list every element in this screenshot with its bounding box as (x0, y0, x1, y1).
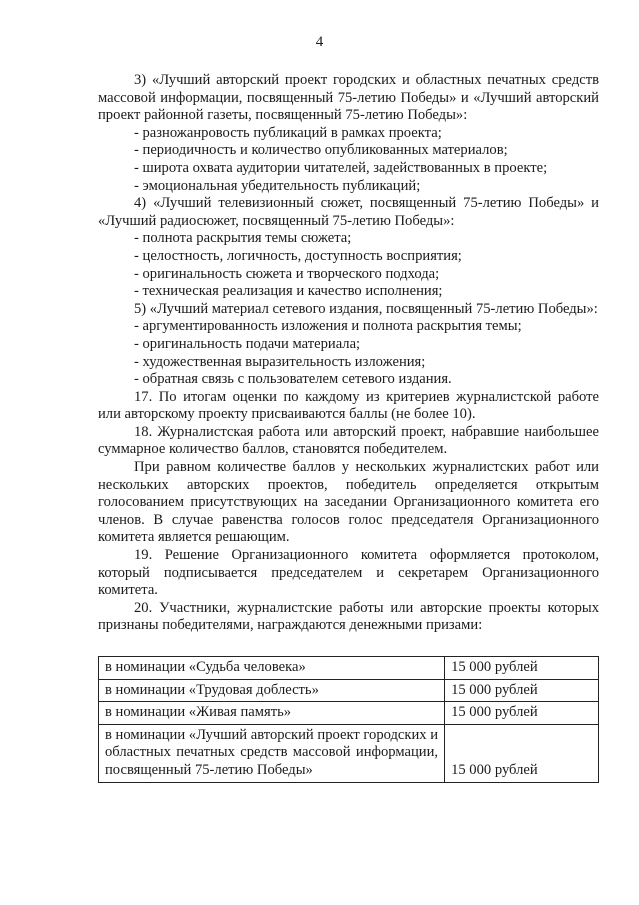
clause-18-tie-rule: При равном количестве баллов у нескольких журналистских работ или нескольких авторских проектов, победитель определяется открытым голосованием присутствующих на заседании Организационного комитета его членов. В случае равенства голосов голос председателя Организационного комитета является решающим. (98, 459, 599, 546)
table-row (99, 657, 599, 680)
criteria-4-item-3: - оригинальность сюжета и творческого подхода; (134, 265, 440, 282)
criteria-5-item-4: - обратная связь с пользователем сетевого издания. (134, 371, 452, 388)
criteria-5-heading: 5) «Лучший материал сетевого издания, посвященный 75-летию Победы»: (134, 300, 598, 317)
criteria-5-item-2: - оригинальность подачи материала; (134, 335, 361, 352)
clause-18: 18. Журналистская работа или авторский проект, набравшие наибольшее суммарное количество баллов, становятся победителем. (98, 423, 599, 458)
table-row (99, 724, 599, 782)
criteria-5-item-3: - художественная выразительность изложения; (134, 353, 426, 370)
prize-cell: 15 000 рублей (445, 724, 599, 782)
criteria-4-item-2: - целостность, логичность, доступность восприятия; (134, 247, 462, 264)
nomination-cell: в номинации «Лучший авторский проект городских и областных печатных средств массовой информации, посвященный 75-летию Победы» (99, 724, 445, 782)
criteria-4-heading: 4) «Лучший телевизионный сюжет, посвященный 75-летию Победы» и «Лучший радиосюжет, посвященный 75-летию Победы»: (98, 195, 599, 229)
criteria-5-item-1: - аргументированность изложения и полнота раскрытия темы; (134, 318, 522, 335)
body-text (98, 72, 599, 635)
page-number: 4 (315, 34, 324, 50)
criteria-4-item-4: - техническая реализация и качество исполнения; (134, 283, 443, 300)
prize-cell: 15 000 рублей (445, 702, 599, 725)
prizes-table (98, 656, 599, 783)
prize-cell: 15 000 рублей (445, 679, 599, 702)
criteria-3-item-2: - периодичность и количество опубликованных материалов; (134, 142, 508, 159)
criteria-4-item-1: - полнота раскрытия темы сюжета; (134, 230, 352, 247)
criteria-3-item-4: - эмоциональная убедительность публикаций; (134, 177, 421, 194)
clause-17: 17. По итогам оценки по каждому из критериев журналистской работе или авторскому проекту присваиваются баллы (не более 10). (98, 388, 599, 423)
table-row (99, 679, 599, 702)
prize-cell: 15 000 рублей (445, 657, 599, 680)
nomination-cell: в номинации «Судьба человека» (99, 657, 445, 680)
clause-20: 20. Участники, журналистские работы или авторские проекты которых признаны победителями, награждаются денежными призами: (98, 599, 599, 634)
table-row (99, 702, 599, 725)
nomination-cell: в номинации «Живая память» (99, 702, 445, 725)
clause-19: 19. Решение Организационного комитета оформляется протоколом, который подписывается председателем и секретарем Организационного комитета. (98, 547, 599, 599)
criteria-3-item-1: - разножанровость публикаций в рамках проекта; (134, 124, 442, 141)
criteria-3-heading: 3) «Лучший авторский проект городских и областных печатных средств массовой информации, посвященный 75-летию Победы» и «Лучший авторский проект районной газеты, посвященный 75-летию Победы»: (98, 72, 599, 124)
criteria-3-item-3: - широта охвата аудитории читателей, задействованных в проекте; (134, 159, 548, 176)
nomination-cell: в номинации «Трудовая доблесть» (99, 679, 445, 702)
